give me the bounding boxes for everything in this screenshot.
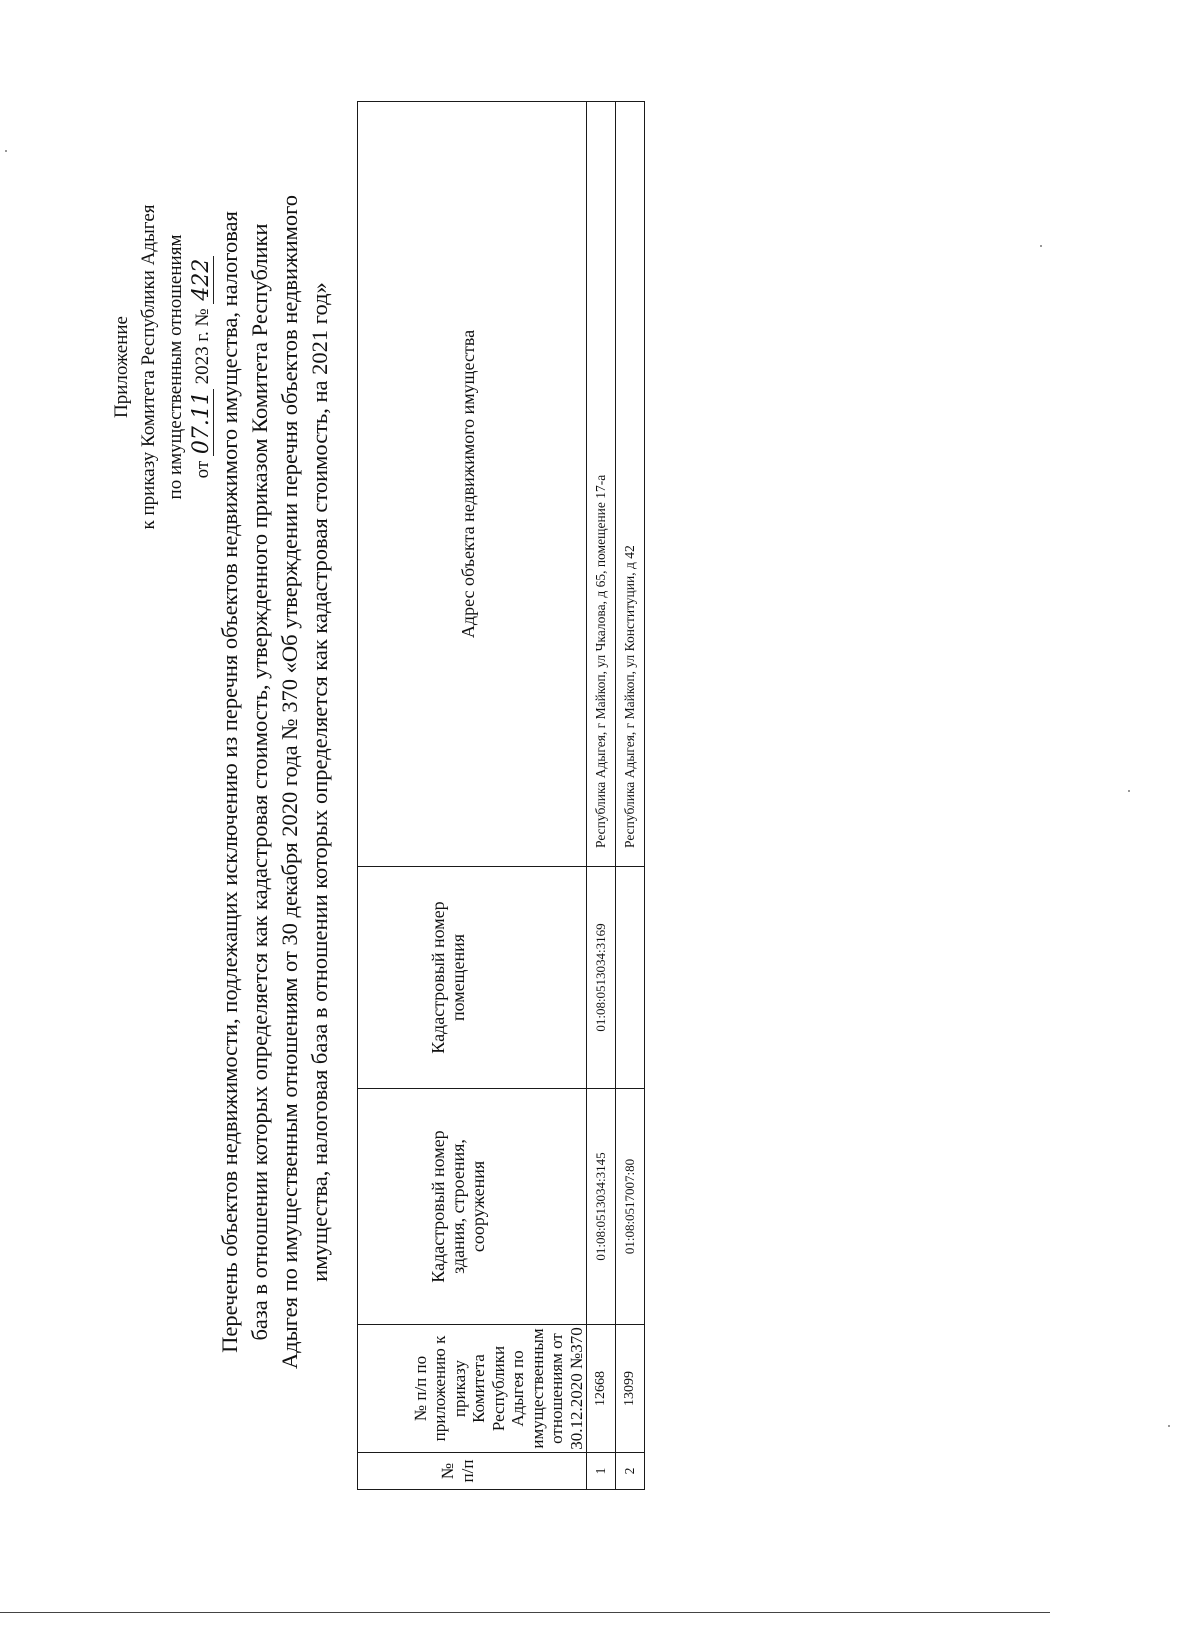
date-prefix: от bbox=[192, 460, 213, 479]
heading-line: Адыгея по имущественным отношениям от 30 декабря 2020 года № 370 «Об утверждении перечня объектов недвижимого bbox=[277, 194, 302, 1370]
cell-address: Республика Адыгея, г Майкоп, ул Чкалова, д 65, помещение 17-а bbox=[587, 102, 616, 867]
property-table bbox=[357, 101, 645, 1490]
cell-address: Республика Адыгея, г Майкоп, ул Конституции, д 42 bbox=[616, 102, 645, 867]
heading-line: база в отношении которых определяется как кадастровая стоимость, утвержденного приказом Комитета Республики bbox=[247, 223, 272, 1341]
header-building-line: здания, строения, bbox=[448, 1139, 468, 1274]
header-building-line: сооружения bbox=[468, 1160, 488, 1253]
header-ref-line: № п/п по bbox=[410, 1355, 430, 1422]
scan-speck bbox=[5, 150, 7, 152]
cell-appendix-reference: 12668 bbox=[587, 1325, 616, 1453]
scan-speck bbox=[1040, 245, 1042, 247]
heading-line: имущества, налоговая база в отношении которых определяется как кадастровая стоимость, на 2021 год» bbox=[307, 282, 332, 1282]
heading-line: Перечень объектов недвижимости, подлежащих исключению из перечня объектов недвижимого имущества, налоговая bbox=[217, 211, 242, 1353]
appendix-committee-line: по имущественным отношениям bbox=[165, 234, 186, 500]
header-ref-line: Адыгея по bbox=[508, 1350, 527, 1427]
appendix-block bbox=[108, 142, 216, 592]
header-ref-line: Комитета bbox=[469, 1354, 488, 1423]
cell-room-cadastral: 01:08:0513034:3169 bbox=[587, 867, 616, 1089]
header-appendix-reference bbox=[358, 1325, 587, 1453]
appendix-order-line: к приказу Комитета Республики Адыгея bbox=[138, 204, 159, 530]
cell-building-cadastral: 01:08:0513034:3145 bbox=[587, 1089, 616, 1325]
header-ref-line: имущественным bbox=[527, 1328, 547, 1449]
cell-number: 2 bbox=[616, 1453, 645, 1490]
document-heading bbox=[215, 92, 335, 1472]
header-room-cadastral bbox=[358, 867, 587, 1089]
header-address: Адрес объекта недвижимого имущества bbox=[358, 102, 587, 867]
handwritten-date: 07.11 bbox=[189, 391, 214, 455]
header-building-line: Кадастровый номер bbox=[428, 1130, 448, 1283]
header-building-cadastral bbox=[358, 1089, 587, 1325]
header-ref-line: приложению к bbox=[430, 1335, 449, 1442]
header-ref-line: 30.12.2020 №370 bbox=[566, 1327, 586, 1450]
handwritten-order-number: 422 bbox=[191, 256, 214, 304]
header-ref-line: Республики bbox=[488, 1345, 508, 1432]
scan-speck bbox=[1168, 1425, 1170, 1427]
cell-building-cadastral: 01:08:0517007:80 bbox=[616, 1089, 645, 1325]
header-number bbox=[358, 1453, 587, 1490]
header-ref-line: отношениям от bbox=[547, 1333, 566, 1444]
header-ref-line: приказу bbox=[449, 1359, 469, 1418]
scan-edge-line bbox=[0, 1612, 1050, 1613]
scan-speck bbox=[1128, 790, 1130, 792]
cell-appendix-reference: 13099 bbox=[616, 1325, 645, 1453]
cell-room-cadastral bbox=[616, 867, 645, 1089]
header-room-line: помещения bbox=[448, 933, 468, 1022]
table-row bbox=[616, 102, 645, 1490]
header-room-line: Кадастровый номер bbox=[428, 901, 448, 1054]
date-suffix: 2023 г. № bbox=[192, 308, 213, 385]
header-number-line: № bbox=[438, 1462, 457, 1480]
header-number-line: п/п bbox=[458, 1459, 477, 1483]
appendix-date-line bbox=[189, 142, 216, 592]
cell-number: 1 bbox=[587, 1453, 616, 1490]
table-row bbox=[587, 102, 616, 1490]
table-header-row bbox=[358, 102, 587, 1490]
appendix-title: Приложение bbox=[111, 316, 132, 418]
